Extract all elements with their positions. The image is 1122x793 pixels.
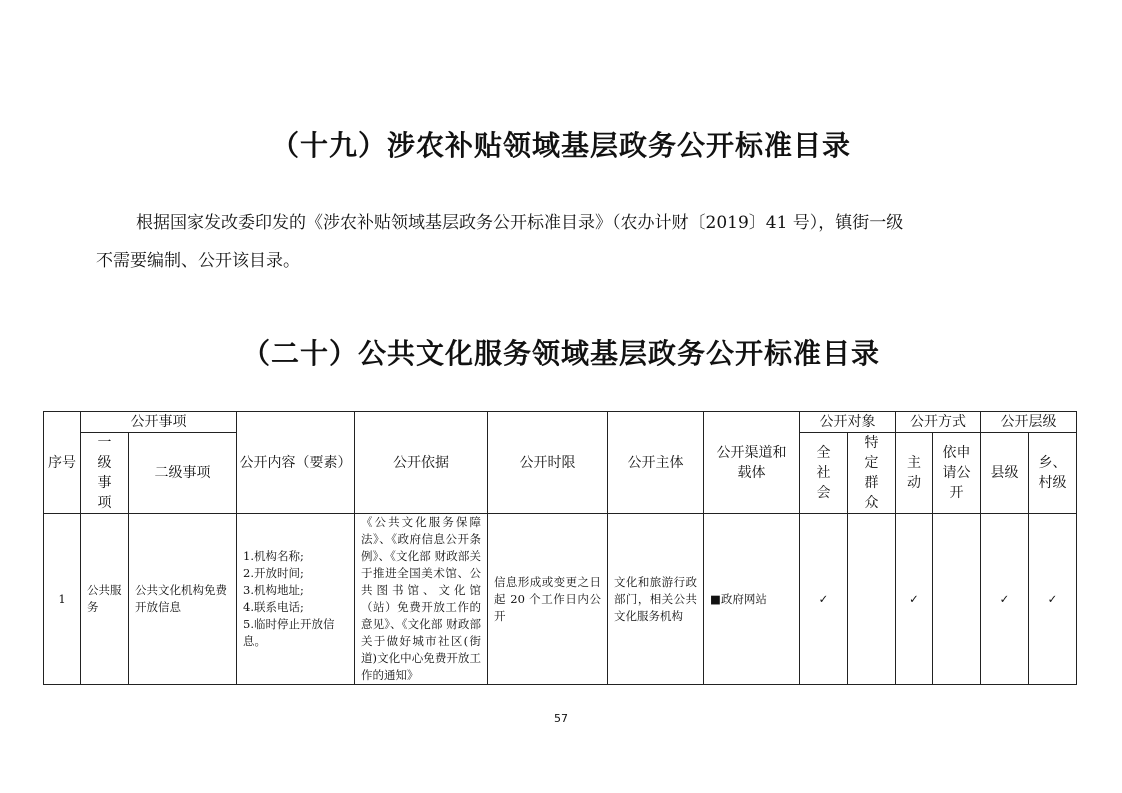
row-channel: ■政府网站 xyxy=(704,514,800,685)
header-row-1 xyxy=(44,412,1077,433)
row-method-apply-check xyxy=(933,514,981,685)
table-row xyxy=(44,514,1077,685)
header-target-all: 全社会 xyxy=(800,433,848,514)
paragraph-line-1: 根据国家发改委印发的《涉农补贴领域基层政务公开标准目录》（农办计财〔2019〕41 号），镇街一级 xyxy=(136,213,904,233)
section-19-paragraph xyxy=(96,204,1031,280)
row-seq: 1 xyxy=(44,514,81,685)
section-19-title: （十九）涉农补贴领域基层政务公开标准目录 xyxy=(270,129,851,162)
row-level1: 公共服务 xyxy=(81,514,129,685)
header-target-specific: 特定群众 xyxy=(848,433,896,514)
header-method-apply: 依申请公开 xyxy=(933,433,981,514)
header-time-limit: 公开时限 xyxy=(488,412,608,514)
header-target: 公开对象 xyxy=(800,412,896,433)
paragraph-line-2: 不需要编制、公开该目录。 xyxy=(96,251,300,271)
section-20-title: （二十）公共文化服务领域基层政务公开标准目录 xyxy=(241,337,880,370)
header-channel: 公开渠道和载体 xyxy=(704,412,800,514)
row-method-active-check: ✓ xyxy=(896,514,933,685)
row-subject: 文化和旅游行政部门，相关公共文化服务机构 xyxy=(608,514,704,685)
row-target-all-check: ✓ xyxy=(800,514,848,685)
page-number: 57 xyxy=(554,712,568,725)
disclosure-table xyxy=(43,411,1077,685)
header-matters: 公开事项 xyxy=(81,412,237,433)
row-content: 1.机构名称; 2.开放时间; 3.机构地址; 4.联系电话; 5.临时停止开放信息。 xyxy=(237,514,355,685)
header-level-county: 县级 xyxy=(981,433,1029,514)
row-level-town-check: ✓ xyxy=(1029,514,1077,685)
header-seq: 序号 xyxy=(44,412,81,514)
header-subject: 公开主体 xyxy=(608,412,704,514)
header-level-town: 乡、村级 xyxy=(1029,433,1077,514)
header-method: 公开方式 xyxy=(896,412,981,433)
header-method-active: 主动 xyxy=(896,433,933,514)
row-level-county-check: ✓ xyxy=(981,514,1029,685)
row-time-limit: 信息形成或变更之日起 20 个工作日内公开 xyxy=(488,514,608,685)
row-basis: 《公共文化服务保障法》、《政府信息公开条例》、《文化部 财政部关于推进全国美术馆、公共图书馆、文化馆（站）免费开放工作的意见》、《文化部 财政部关于做好城市社区(街道)文化中心免费开放工作的通知》 xyxy=(355,514,488,685)
row-level2: 公共文化机构免费开放信息 xyxy=(129,514,237,685)
header-level2: 二级事项 xyxy=(129,433,237,514)
header-basis: 公开依据 xyxy=(355,412,488,514)
header-level: 公开层级 xyxy=(981,412,1077,433)
row-target-specific-check xyxy=(848,514,896,685)
header-content: 公开内容（要素） xyxy=(237,412,355,514)
header-level1: 一级事项 xyxy=(81,433,129,514)
